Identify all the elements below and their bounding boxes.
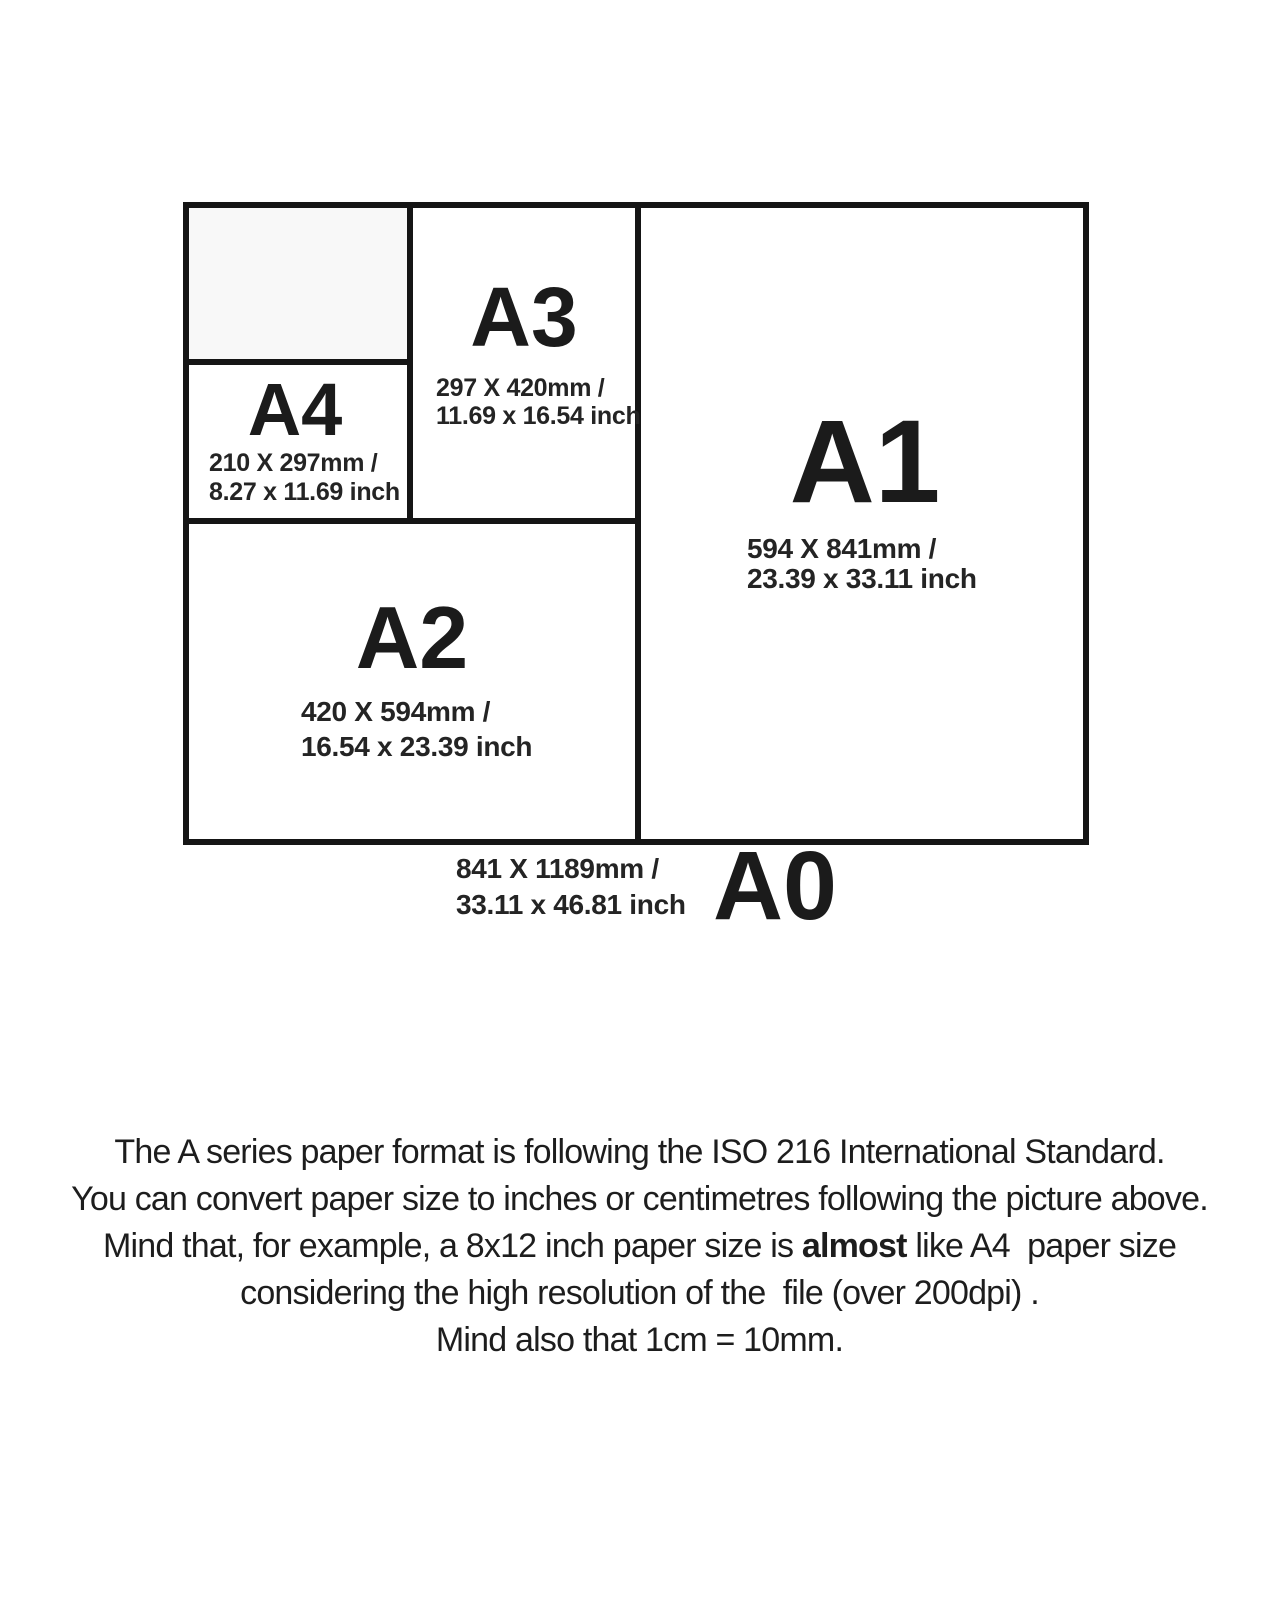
caption-line-1: The A series paper format is following the ISO 216 International Standard. (114, 1133, 1165, 1171)
a2-dimensions-mm: 420 X 594mm / (301, 696, 491, 727)
a3-dimensions-mm: 297 X 420mm / (436, 374, 605, 402)
a3-dimensions (436, 374, 640, 430)
a2-dimensions-inch: 16.54 x 23.39 inch (301, 731, 533, 762)
a5-blank-box (189, 208, 407, 359)
a1-dimensions (747, 534, 977, 594)
divider-a4-top-edge (183, 359, 413, 365)
caption-line-5: Mind also that 1cm = 10mm. (435, 1321, 844, 1359)
a0-dimensions-inch: 33.11 x 46.81 inch (456, 889, 686, 920)
a4-label: A4 (247, 368, 343, 451)
a0-label: A0 (713, 831, 837, 940)
a2-dimensions (301, 694, 532, 764)
a3-dimensions-inch: 11.69 x 16.54 inch (436, 402, 641, 430)
caption (0, 1129, 1279, 1364)
caption-line-3-post: like A4 paper size (906, 1227, 1177, 1265)
caption-line-4: considering the high resolution of the file (over 200dpi) . (240, 1274, 1039, 1312)
a4-dimensions-inch: 8.27 x 11.69 inch (209, 478, 400, 506)
a0-dimensions (456, 851, 686, 923)
a1-label: A1 (789, 396, 941, 528)
caption-line-3-pre: Mind that, for example, a 8x12 inch paper size is (102, 1227, 802, 1265)
a3-label: A3 (470, 270, 578, 364)
caption-line-3-bold: almost (801, 1227, 907, 1265)
a1-dimensions-mm: 594 X 841mm / (747, 533, 937, 564)
caption-line-3 (0, 1223, 1279, 1270)
a4-dimensions (209, 449, 400, 507)
a4-dimensions-mm: 210 X 297mm / (209, 449, 378, 477)
divider-a2-top-edge (183, 518, 641, 524)
a0-dimensions-mm: 841 X 1189mm / (456, 853, 659, 884)
caption-line-2: You can convert paper size to inches or centimetres following the picture above. (71, 1180, 1208, 1218)
a2-label: A2 (355, 588, 469, 687)
a1-dimensions-inch: 23.39 x 33.11 inch (747, 563, 977, 594)
